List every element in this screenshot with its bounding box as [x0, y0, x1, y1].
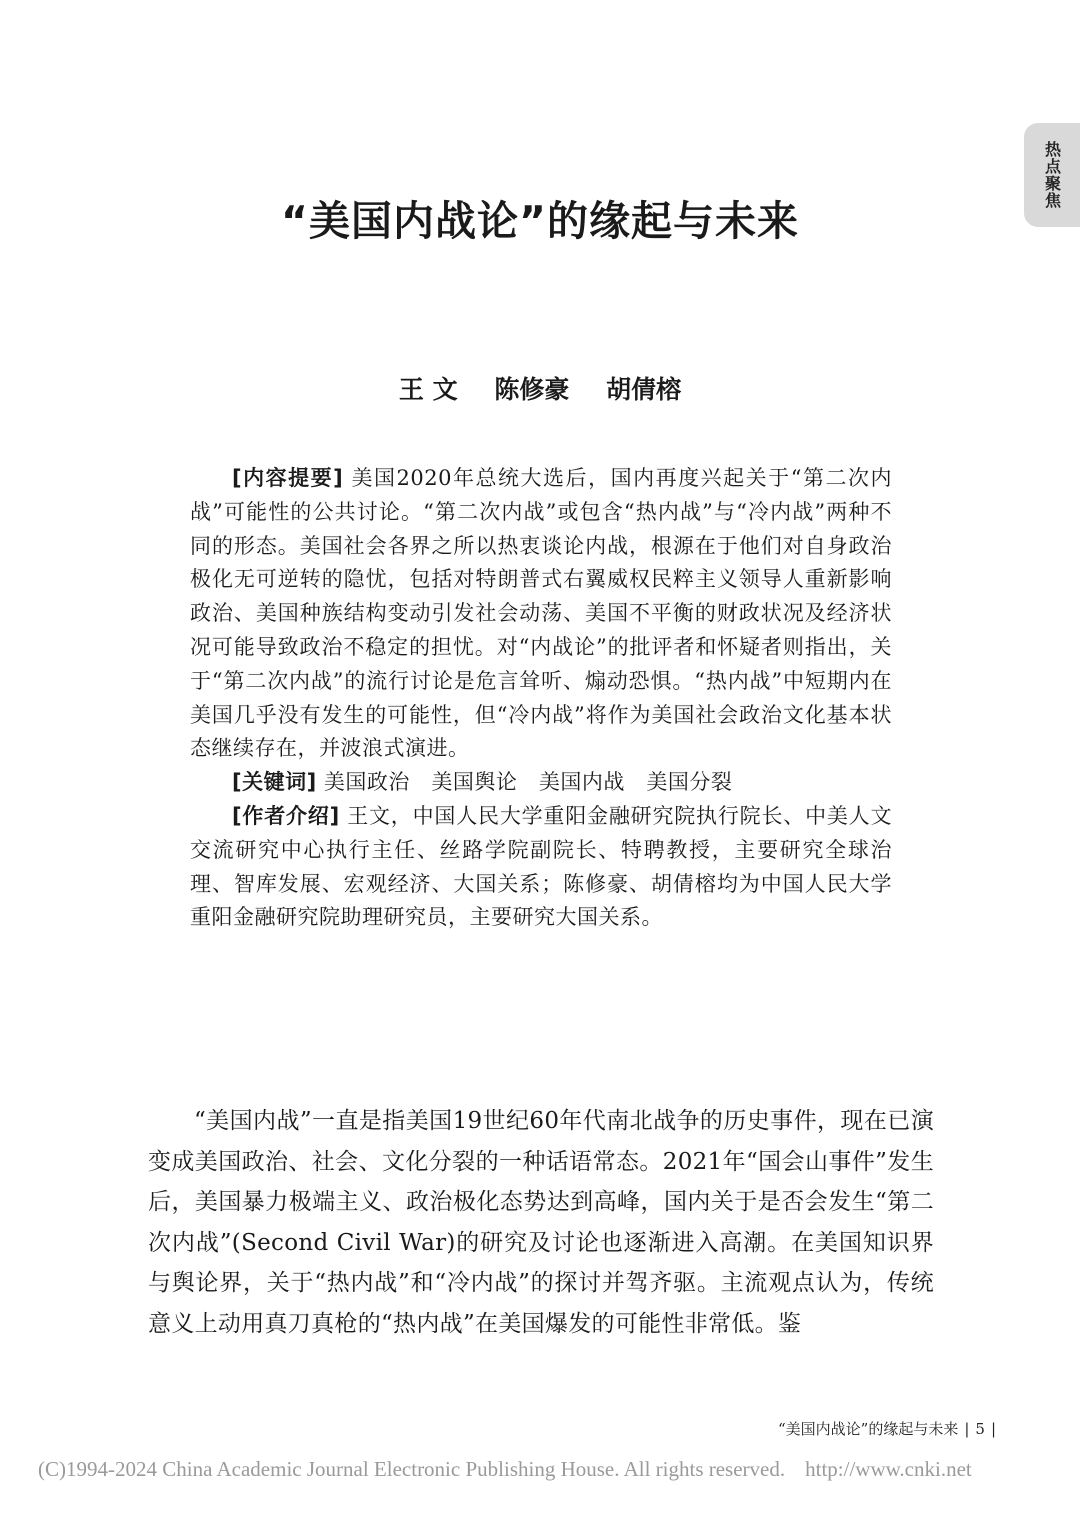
footer-separator: |	[964, 1420, 970, 1438]
article-body	[148, 1101, 934, 1344]
author-intro-paragraph	[190, 800, 892, 935]
abstract-block	[190, 462, 892, 935]
summary-text: 美国2020年总统大选后，国内再度兴起关于“第二次内战”可能性的公共讨论。“第二次内战”或包含“热内战”与“冷内战”两种不同的形态。美国社会各界之所以热衷谈论内战，根源在于他们对自身政治极化无可逆转的隐忧，包括对特朗普式右翼威权民粹主义领导人重新影响政治、美国种族结构变动引发社会动荡、美国不平衡的财政状况及经济状况可能导致政治不稳定的担忧。对“内战论”的批评者和怀疑者则指出，关于“第二次内战”的流行讨论是危言耸听、煽动恐惧。“热内战”中短期内在美国几乎没有发生的可能性，但“冷内战”将作为美国社会政治文化基本状态继续存在，并波浪式演进。	[190, 466, 892, 761]
footer-separator: |	[990, 1420, 996, 1438]
section-tab-label: 热点聚焦	[1042, 141, 1062, 209]
keywords-label: [关键词]	[232, 770, 317, 795]
page-number: 5	[975, 1420, 985, 1438]
page-footer	[778, 1418, 1002, 1439]
author-intro-text: 王文，中国人民大学重阳金融研究院执行院长、中美人文交流研究中心执行主任、丝路学院副院长、特聘教授，主要研究全球治理、智库发展、宏观经济、大国关系；陈修豪、胡倩榕均为中国人民大学重阳金融研究院助理研究员，主要研究大国关系。	[190, 803, 892, 930]
body-paragraph: “美国内战”一直是指美国19世纪60年代南北战争的历史事件，现在已演变成美国政治、社会、文化分裂的一种话语常态。2021年“国会山事件”发生后，美国暴力极端主义、政治极化态势达到高峰，国内关于是否会发生“第二次内战”(Second Civil War)的研究及讨论也逐渐进入高潮。在美国知识界与舆论界，关于“热内战”和“冷内战”的探讨并驾齐驱。主流观点认为，传统意义上动用真刀真枪的“热内战”在美国爆发的可能性非常低。鉴	[148, 1108, 934, 1337]
author-name: 陈修豪	[494, 375, 570, 404]
copyright-watermark	[38, 1457, 972, 1482]
keywords-text: 美国政治 美国舆论 美国内战 美国分裂	[323, 770, 733, 795]
running-title: “美国内战论”的缘起与未来	[777, 1420, 959, 1438]
summary-label: [内容提要]	[232, 466, 344, 490]
copyright-notice: (C)1994-2024 China Academic Journal Electronic Publishing House. All rights reserved.	[38, 1457, 786, 1481]
author-intro-label: [作者介绍]	[232, 803, 340, 828]
summary-paragraph	[190, 462, 892, 766]
copyright-url: http://www.cnki.net	[805, 1457, 972, 1481]
keywords-paragraph	[190, 766, 892, 800]
author-list	[0, 370, 1080, 406]
article-title: “美国内战论”的缘起与未来	[281, 197, 799, 245]
author-name: 胡倩榕	[606, 375, 682, 404]
author-name: 王 文	[398, 375, 458, 404]
